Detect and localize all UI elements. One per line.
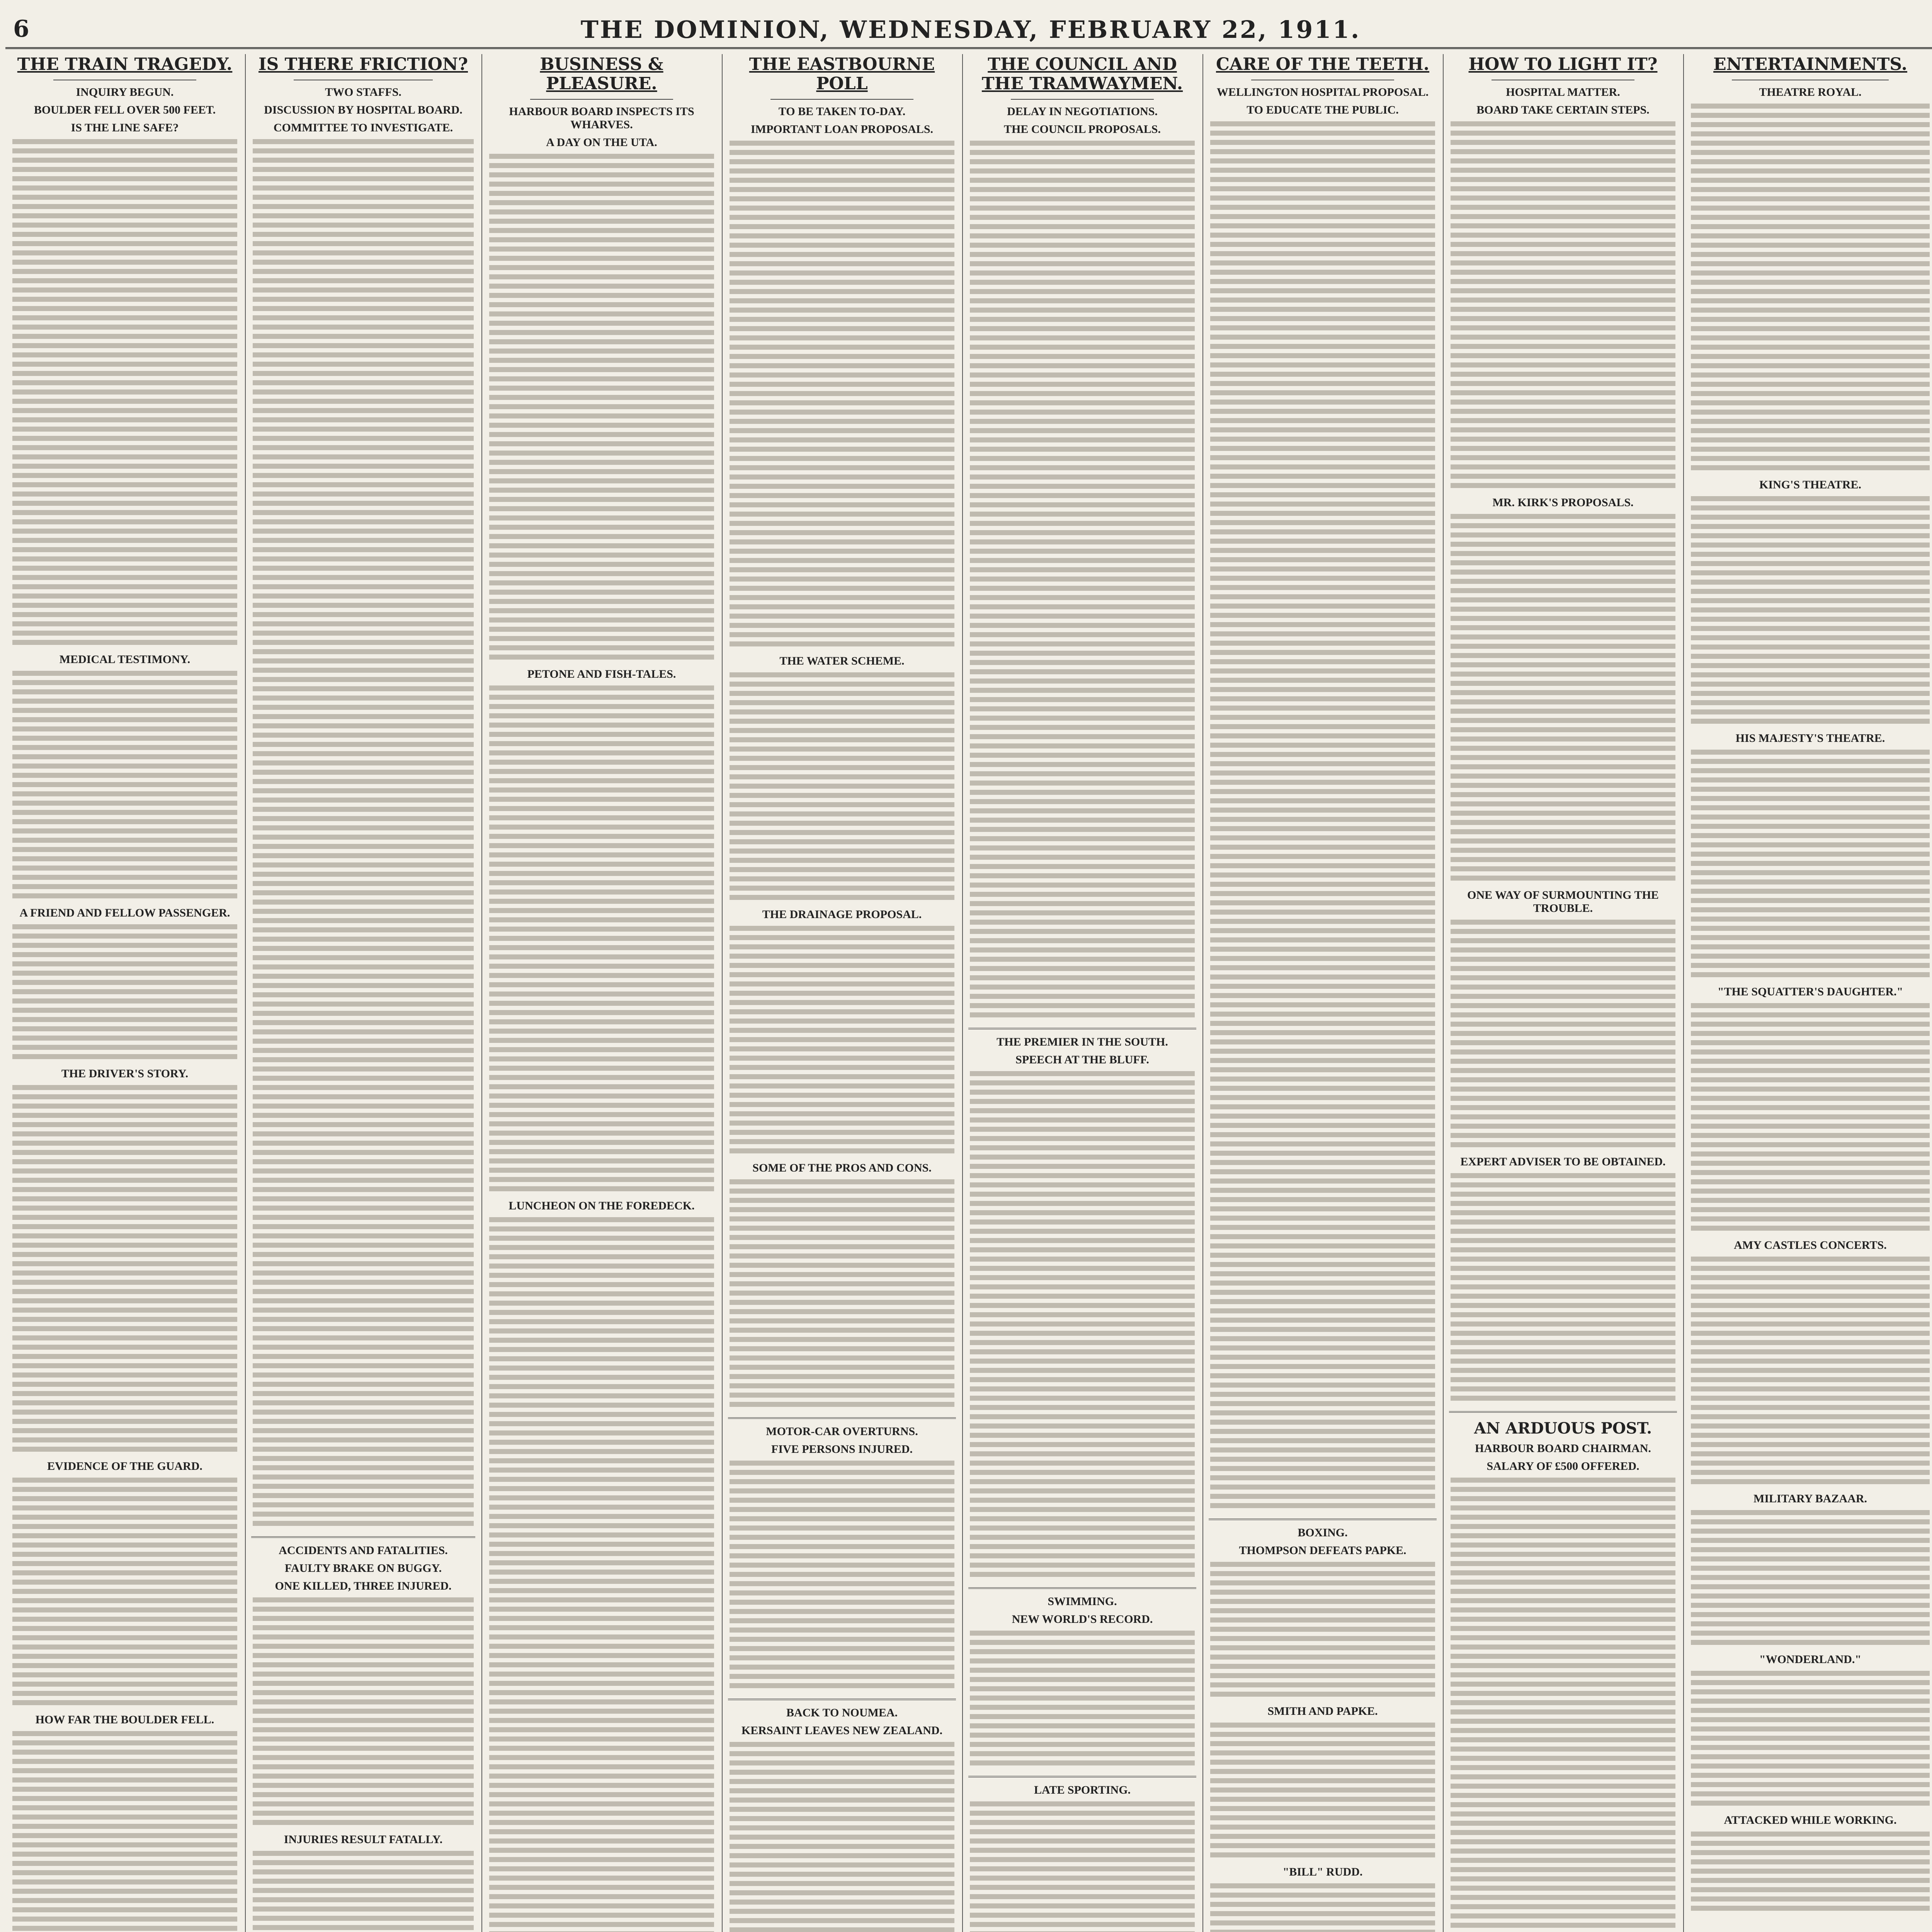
- column-entertainments: [1685, 54, 1932, 1932]
- divider: [530, 99, 673, 100]
- subheading: "THE SQUATTER'S DAUGHTER.": [1717, 985, 1903, 998]
- article-text: [489, 1727, 714, 1932]
- article-text: [730, 1179, 954, 1411]
- subheading: THE DRAINAGE PROPOSAL.: [762, 908, 922, 921]
- article-text: [12, 671, 237, 903]
- divider: [968, 1587, 1196, 1589]
- masthead: [5, 15, 1932, 46]
- subheading: BOARD TAKE CERTAIN STEPS.: [1476, 104, 1650, 116]
- article-text: [12, 139, 237, 649]
- subheading: HARBOUR BOARD INSPECTS ITS WHARVES.: [509, 105, 694, 131]
- column-friction: [247, 54, 479, 1932]
- subheading: FIVE PERSONS INJURED.: [771, 1443, 913, 1456]
- divider: [1209, 1519, 1437, 1520]
- subheading: ONE WAY OF SURMOUNTING THE TROUBLE.: [1467, 889, 1659, 915]
- headline: THE COUNCIL AND THE TRAMWAYMEN.: [981, 54, 1183, 94]
- article-text: [970, 1631, 1195, 1770]
- subheading: BOULDER FELL OVER 500 FEET.: [34, 104, 216, 116]
- article-text: [1691, 1257, 1930, 1488]
- subheading: A FRIEND AND FELLOW PASSENGER.: [19, 906, 230, 919]
- subheading: IS THE LINE SAFE?: [71, 121, 179, 134]
- divider: [770, 99, 913, 100]
- article-text: [253, 649, 474, 1159]
- article-text: [1691, 496, 1930, 728]
- article-text: [1451, 920, 1675, 1151]
- article-text: [1210, 1141, 1435, 1512]
- headline: BUSINESS & PLEASURE.: [540, 54, 663, 94]
- subheading: TO BE TAKEN TO-DAY.: [778, 105, 906, 118]
- article-text: [730, 1461, 954, 1692]
- subheading: THEATRE ROYAL.: [1759, 86, 1862, 99]
- column-council-tramwaymen: [964, 54, 1200, 1932]
- subheading: PETONE AND FISH-TALES.: [527, 668, 676, 680]
- article-text: [730, 141, 954, 651]
- article-text: [1451, 514, 1675, 885]
- article-text: [970, 1071, 1195, 1581]
- article-text: [1210, 1562, 1435, 1701]
- subheading: AMY CASTLES CONCERTS.: [1734, 1239, 1887, 1252]
- headline: THE EASTBOURNE POLL: [749, 54, 935, 94]
- subheading: NEW WORLD'S RECORD.: [1012, 1613, 1153, 1626]
- subheading: SMITH AND PAPKE.: [1267, 1705, 1378, 1718]
- subheading: "WONDERLAND.": [1759, 1653, 1862, 1666]
- column-business-pleasure: [484, 54, 719, 1932]
- subheading: HIS MAJESTY'S THEATRE.: [1735, 732, 1885, 745]
- subheading: FAULTY BRAKE ON BUGGY.: [284, 1562, 442, 1575]
- headline: IS THERE FRICTION?: [258, 54, 468, 74]
- article-text: [970, 1801, 1195, 1932]
- subheading: TWO STAFFS.: [325, 86, 401, 99]
- article-text: [970, 141, 1195, 651]
- subheading: TO EDUCATE THE PUBLIC.: [1247, 104, 1399, 116]
- subheading: ACCIDENTS AND FATALITIES.: [279, 1544, 448, 1557]
- column-rule: [722, 54, 723, 1932]
- subheading: DISCUSSION BY HOSPITAL BOARD.: [264, 104, 463, 116]
- article-text: [1691, 1003, 1930, 1235]
- column-rule: [1683, 54, 1684, 1932]
- subheading: EVIDENCE OF THE GUARD.: [47, 1460, 202, 1473]
- subheading: HARBOUR BOARD CHAIRMAN.: [1475, 1442, 1651, 1455]
- divider: [1011, 99, 1154, 100]
- subheading: KERSAINT LEAVES NEW ZEALAND.: [741, 1724, 943, 1737]
- column-rule: [1443, 54, 1444, 1932]
- subheading: THE COUNCIL PROPOSALS.: [1004, 123, 1161, 136]
- subheading: WELLINGTON HOSPITAL PROPOSAL.: [1216, 86, 1429, 99]
- subheading: THE WATER SCHEME.: [779, 655, 905, 667]
- column-rule: [481, 54, 482, 1932]
- headline: ENTERTAINMENTS.: [1713, 54, 1907, 74]
- subheading: DELAY IN NEGOTIATIONS.: [1007, 105, 1158, 118]
- subheading: BACK TO NOUMEA.: [786, 1706, 898, 1719]
- column-rule: [245, 54, 246, 1932]
- article-text: [1210, 121, 1435, 631]
- article-text: [12, 1085, 237, 1456]
- subheading: MR. KIRK'S PROPOSALS.: [1492, 496, 1634, 509]
- column-care-of-teeth: [1205, 54, 1440, 1932]
- subheading: KING'S THEATRE.: [1759, 478, 1861, 491]
- article-text: [253, 1851, 474, 1932]
- subheading: HOSPITAL MATTER.: [1506, 86, 1620, 99]
- subheading: BOXING.: [1298, 1526, 1348, 1539]
- article-text: [1451, 1173, 1675, 1405]
- subheading: EXPERT ADVISER TO BE OBTAINED.: [1460, 1155, 1666, 1168]
- divider: [728, 1417, 956, 1419]
- article-text: [730, 1742, 954, 1932]
- subheading: INJURIES RESULT FATALLY.: [284, 1833, 443, 1846]
- article-text: [730, 926, 954, 1158]
- column-how-to-light-it: [1445, 54, 1681, 1932]
- subheading: THOMPSON DEFEATS PAPKE.: [1239, 1544, 1406, 1557]
- column-train-tragedy: [7, 54, 243, 1932]
- article-text: [489, 685, 714, 1196]
- subheading: HOW FAR THE BOULDER FELL.: [35, 1713, 214, 1726]
- subheading: SOME OF THE PROS AND CONS.: [752, 1162, 932, 1174]
- article-text: [1691, 1510, 1930, 1649]
- article-text: [489, 1217, 714, 1727]
- article-text: [253, 139, 474, 649]
- article-text: [12, 1731, 237, 1932]
- divider: [968, 1776, 1196, 1777]
- article-text: [1210, 1723, 1435, 1862]
- article-text: [1210, 631, 1435, 1141]
- divider: [728, 1699, 956, 1700]
- subheading: THE PREMIER IN THE SOUTH.: [997, 1036, 1168, 1048]
- article-text: [1691, 1832, 1930, 1915]
- subheading: IMPORTANT LOAN PROPOSALS.: [750, 123, 934, 136]
- subheading: ATTACKED WHILE WORKING.: [1724, 1814, 1897, 1827]
- divider: [1449, 1411, 1677, 1413]
- divider: [251, 1536, 475, 1538]
- headline: AN ARDUOUS POST.: [1474, 1419, 1652, 1437]
- subheading: THE DRIVER'S STORY.: [61, 1067, 189, 1080]
- article-text: [1691, 104, 1930, 474]
- subheading: "BILL" RUDD.: [1282, 1866, 1363, 1878]
- subheading: INQUIRY BEGUN.: [76, 86, 174, 99]
- subheading: MEDICAL TESTIMONY.: [59, 653, 190, 666]
- subheading: SALARY OF £500 OFFERED.: [1486, 1460, 1639, 1473]
- subheading: SWIMMING.: [1048, 1595, 1117, 1608]
- article-text: [489, 154, 714, 664]
- headline: CARE OF THE TEETH.: [1216, 54, 1430, 74]
- subheading: MOTOR-CAR OVERTURNS.: [766, 1425, 918, 1438]
- headline: THE TRAIN TRAGEDY.: [17, 54, 233, 74]
- subheading: ONE KILLED, THREE INJURED.: [275, 1580, 452, 1592]
- article-text: [12, 1478, 237, 1709]
- subheading: SPEECH AT THE BLUFF.: [1015, 1053, 1149, 1066]
- subheading: LATE SPORTING.: [1034, 1784, 1131, 1796]
- masthead-title: THE DOMINION, WEDNESDAY, FEBRUARY 22, 1911.: [580, 15, 1361, 44]
- article-text: [970, 651, 1195, 1022]
- article-text: [1451, 121, 1675, 492]
- article-text: [253, 1597, 474, 1829]
- article-text: [1691, 750, 1930, 981]
- article-text: [730, 672, 954, 904]
- headline: HOW TO LIGHT IT?: [1468, 54, 1658, 74]
- article-text: [1691, 1671, 1930, 1810]
- column-rule: [1202, 54, 1203, 1932]
- article-text: [1451, 1478, 1675, 1932]
- subheading: COMMITTEE TO INVESTIGATE.: [273, 121, 453, 134]
- subheading: MILITARY BAZAAR.: [1753, 1492, 1867, 1505]
- article-text: [12, 924, 237, 1063]
- page-number: 6: [13, 15, 29, 43]
- column-eastbourne-poll: [724, 54, 960, 1932]
- masthead-rule: [5, 47, 1932, 49]
- divider: [968, 1028, 1196, 1029]
- subheading: LUNCHEON ON THE FOREDECK.: [509, 1199, 695, 1212]
- subheading: A DAY ON THE UTA.: [546, 136, 657, 149]
- article-text: [1210, 1883, 1435, 1932]
- column-rule: [962, 54, 963, 1932]
- article-text: [253, 1159, 474, 1530]
